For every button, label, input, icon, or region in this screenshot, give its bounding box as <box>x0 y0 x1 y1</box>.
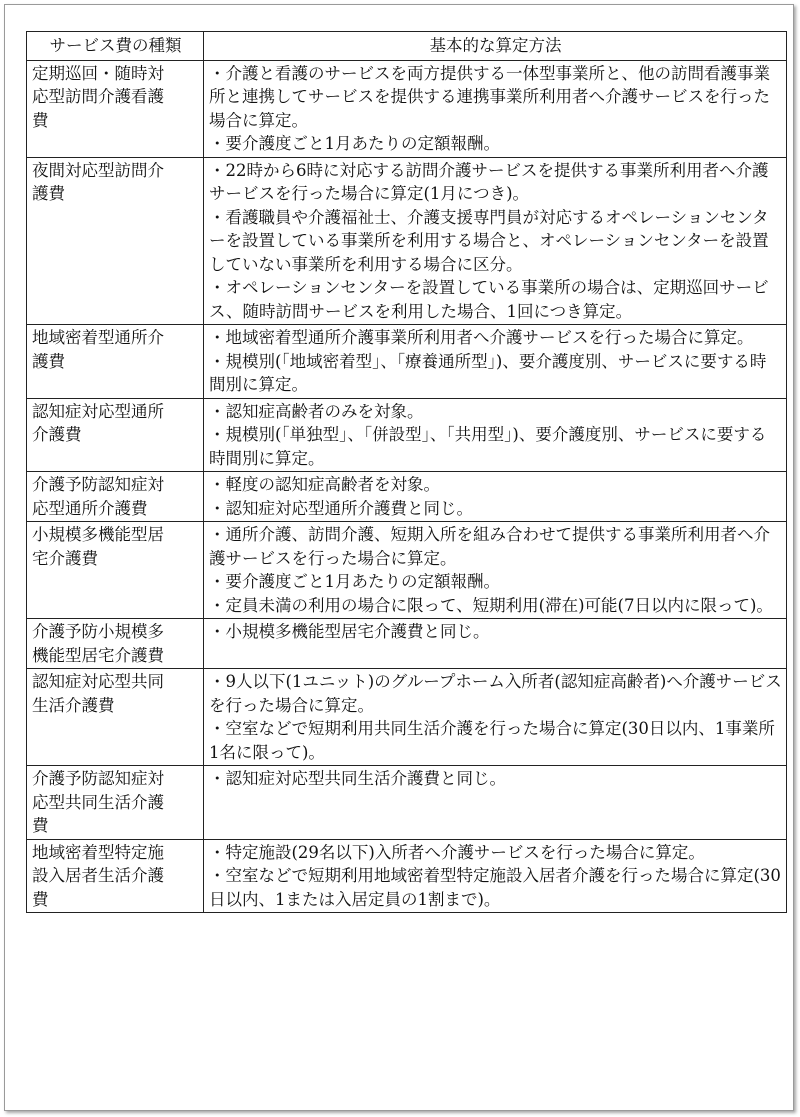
calculation-method-cell <box>204 669 787 766</box>
service-type-text: 費 <box>32 110 49 130</box>
table-row <box>27 472 787 522</box>
method-item: ・22時から6時に対応する訪問介護サービスを提供する事業所利用者へ介護サービスを行った場合に算定(1月につき)。 <box>209 160 769 203</box>
calculation-method-cell <box>204 157 787 325</box>
service-type-text: 介護予防小規模多 <box>32 622 164 641</box>
method-item: ・定員未満の利用の場合に限って、短期利用(滞在)可能(7日以内に限って)。 <box>209 595 773 615</box>
table-row <box>27 325 787 399</box>
method-item: ・空室などで短期利用共同生活介護を行った場合に算定(30日以内、1事業所1名に限って)。 <box>209 719 775 762</box>
method-item: ・認知症対応型通所介護費と同じ。 <box>209 498 473 518</box>
method-item: ・認知症対応型共同生活介護費と同じ。 <box>209 769 506 788</box>
table-row <box>27 398 787 472</box>
document-page <box>4 4 794 1111</box>
calculation-method-cell <box>204 839 787 913</box>
service-fee-table <box>26 31 787 913</box>
service-type-text: 宅介護費 <box>32 548 98 568</box>
method-item: ・要介護度ごと1月あたりの定額報酬。 <box>209 572 500 591</box>
service-type-cell <box>27 398 204 472</box>
service-type-cell <box>27 60 204 157</box>
service-type-cell <box>27 839 204 913</box>
service-type-text: 地域密着型通所介 <box>32 328 164 347</box>
service-type-cell <box>27 522 204 619</box>
method-item: ・要介護度ごと1月あたりの定額報酬。 <box>209 134 500 153</box>
service-type-text: 小規模多機能型居 <box>32 525 164 544</box>
service-type-cell <box>27 472 204 522</box>
service-type-text: 費 <box>32 816 49 835</box>
table-header-row <box>27 32 787 61</box>
calculation-method-cell <box>204 766 787 840</box>
calculation-method-cell <box>204 60 787 157</box>
method-item: ・空室などで短期利用地域密着型特定施設入居者介護を行った場合に算定(30日以内、1または入居定員の1割まで)。 <box>209 866 781 909</box>
calculation-method-cell <box>204 398 787 472</box>
table-row <box>27 839 787 913</box>
table-body <box>27 60 787 913</box>
service-type-text: 介護費 <box>32 425 82 444</box>
service-type-cell <box>27 157 204 325</box>
service-type-text: 夜間対応型訪問介 <box>32 160 164 180</box>
method-item: ・9人以下(1ユニット)のグループホーム入所者(認知症高齢者)へ介護サービスを行った場合に算定。 <box>209 672 782 715</box>
calculation-method-cell <box>204 619 787 669</box>
service-type-text: 応型共同生活介護 <box>32 792 164 812</box>
method-item: ・規模別(「地域密着型」、「療養通所型」)、要介護度別、サービスに要する時間別に算定。 <box>209 351 767 394</box>
service-type-text: 介護予防認知症対 <box>32 475 164 494</box>
service-type-cell <box>27 766 204 840</box>
service-type-text: 費 <box>32 889 49 909</box>
service-type-text: 応型通所介護費 <box>32 498 148 518</box>
method-item: ・規模別(「単独型」、「併設型」、「共用型」)、要介護度別、サービスに要する時間別に算定。 <box>209 425 767 468</box>
method-item: ・小規模多機能型居宅介護費と同じ。 <box>209 622 490 641</box>
service-type-text: 機能型居宅介護費 <box>32 645 164 665</box>
method-item: ・軽度の認知症高齢者を対象。 <box>209 475 440 494</box>
calculation-method-cell <box>204 522 787 619</box>
service-type-text: 護費 <box>32 184 65 203</box>
table-row <box>27 157 787 325</box>
method-item: ・看護職員や介護福祉士、介護支援専門員が対応するオペレーションセンターを設置している事業所を利用する場合と、オペレーションセンターを設置していない事業所を利用する場合に区分。 <box>209 207 769 274</box>
header-calculation-method: 基本的な算定方法 <box>204 32 787 61</box>
service-type-text: 認知症対応型通所 <box>32 401 164 421</box>
service-type-text: 介護予防認知症対 <box>32 769 164 788</box>
method-item: ・介護と看護のサービスを両方提供する一体型事業所と、他の訪問看護事業所と連携してサービスを提供する連携事業所利用者へ介護サービスを行った場合に算定。 <box>209 63 770 130</box>
service-type-text: 護費 <box>32 351 65 371</box>
method-item: ・認知症高齢者のみを対象。 <box>209 401 424 421</box>
table-row <box>27 669 787 766</box>
method-item: ・通所介護、訪問介護、短期入所を組み合わせて提供する事業所利用者へ介護サービスを行った場合に算定。 <box>209 525 770 568</box>
table-row <box>27 766 787 840</box>
service-type-text: 認知症対応型共同 <box>32 672 164 691</box>
service-type-text: 定期巡回・随時対 <box>32 63 164 83</box>
table-row <box>27 522 787 619</box>
service-type-cell <box>27 325 204 399</box>
calculation-method-cell <box>204 472 787 522</box>
method-item: ・地域密着型通所介護事業所利用者へ介護サービスを行った場合に算定。 <box>209 328 754 347</box>
method-item: ・オペレーションセンターを設置している事業所の場合は、定期巡回サービス、随時訪問サービスを利用した場合、1回につき算定。 <box>209 278 769 321</box>
service-type-cell <box>27 619 204 669</box>
calculation-method-cell <box>204 325 787 399</box>
service-type-cell <box>27 669 204 766</box>
table-row <box>27 619 787 669</box>
service-type-text: 生活介護費 <box>32 695 115 715</box>
service-type-text: 地域密着型特定施 <box>32 842 164 862</box>
table-row <box>27 60 787 157</box>
service-type-text: 応型訪問介護看護 <box>32 87 164 106</box>
method-item: ・特定施設(29名以下)入所者へ介護サービスを行った場合に算定。 <box>209 842 705 862</box>
header-service-type: サービス費の種類 <box>27 32 204 61</box>
service-type-text: 設入居者生活介護 <box>32 866 164 885</box>
